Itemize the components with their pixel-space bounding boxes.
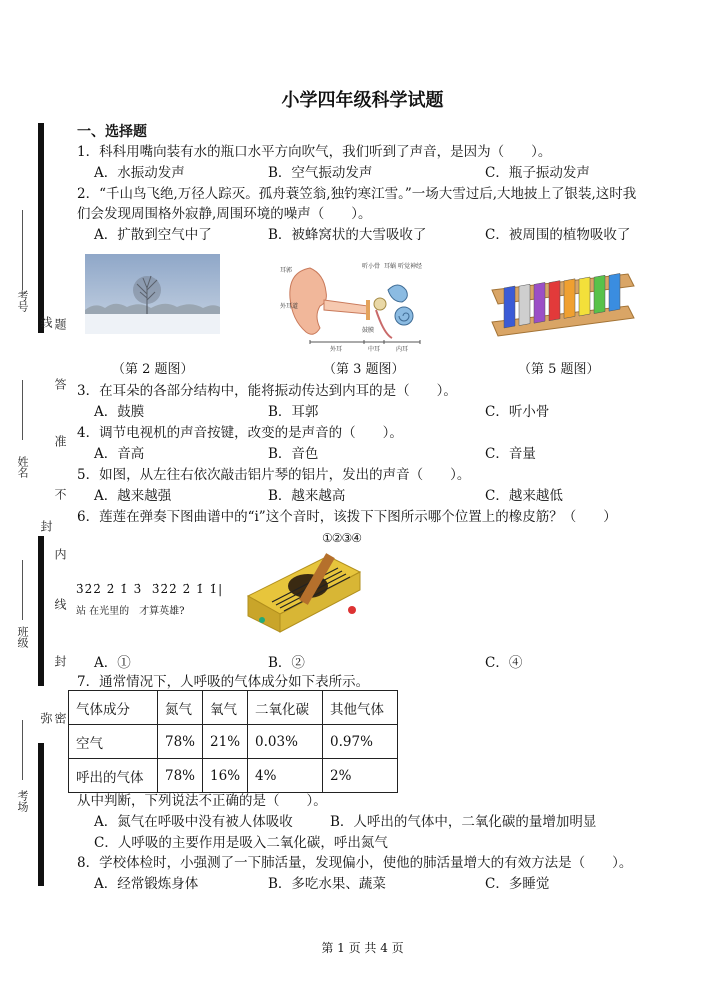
music-score-notes: 3̇2̇2̇ 2̇ 1̇ 3̇ 3̇2̇2̇ 2̇ 1̇ 1̇|	[76, 582, 224, 596]
question-5-option-c: C．越来越低	[485, 488, 563, 504]
table-cell: 78%	[158, 759, 203, 793]
question-7-stem: 7．通常情况下，人呼吸的气体成分如下表所示。	[77, 674, 370, 690]
question-2-option-b: B．被蜂窝状的大雪吸收了	[268, 227, 427, 243]
score-notes-group1: 3̇2̇2̇ 2̇ 1̇ 3̇	[76, 582, 143, 596]
ear-label-cochlea: 耳蜗	[384, 263, 397, 270]
question-4-option-a: A．音高	[94, 446, 145, 462]
xylophone-bar	[504, 286, 515, 328]
question-1-stem: 1．科科用嘴向装有水的瓶口水平方向吹气，我们听到了声音，是因为（ ）。	[77, 144, 552, 160]
ear-label-nerve: 听觉神经	[398, 263, 423, 270]
snow-scene-image	[85, 254, 220, 334]
question-1-option-b: B．空气振动发声	[268, 165, 373, 181]
seal-char: 密	[53, 712, 67, 724]
xylophone-bar	[579, 277, 590, 316]
question-5-stem: 5．如图，从左往右依次敲击铝片琴的铝片，发出的声音（ ）。	[77, 467, 471, 483]
question-2-stem-line1: 2．“千山鸟飞绝,万径人踪灭。孤舟蓑笠翁,独钓寒江雪。”一场大雪过后,大地披上了银装,这时我	[77, 186, 637, 202]
xylophone-bar	[609, 273, 620, 311]
binding-bar-bottom	[38, 743, 44, 886]
question-4-stem: 4．调节电视机的声音按键，改变的是声音的（ ）。	[77, 425, 403, 441]
music-score-lyrics: 站 在光里的 才算英雄?	[76, 606, 185, 617]
circled-number-4: ④	[351, 531, 362, 545]
question-5-option-a: A．越来越强	[94, 488, 172, 504]
xylophone-bar	[564, 279, 575, 319]
gas-composition-table	[68, 690, 398, 793]
margin-dash-line	[22, 380, 23, 440]
caption-q3: （第 3 题图）	[323, 362, 405, 377]
margin-dash-line	[22, 560, 23, 620]
score-notes-group2: 3̇2̇2̇ 2̇ 1̇ 1̇	[151, 582, 219, 596]
seal-char: 弥	[39, 712, 53, 724]
table-cell: 空气	[69, 725, 158, 759]
question-2-stem-line2: 们会发现周围格外寂静,周围环境的噪声（ ）。	[77, 206, 372, 222]
circled-number-1: ①	[322, 531, 332, 545]
table-cell: 呼出的气体	[69, 759, 158, 793]
question-8-option-a: A．经常锻炼身体	[94, 876, 199, 892]
table-cell: 4%	[248, 759, 323, 793]
table-cell: 78%	[158, 725, 203, 759]
question-7-option-a: A．氮气在呼吸中没有被人体吸收	[94, 814, 293, 830]
question-7-followup: 从中判断，下列说法不正确的是（ ）。	[77, 793, 327, 809]
question-1-option-c: C．瓶子振动发声	[485, 165, 590, 181]
xylophone-bar	[534, 282, 545, 323]
table-cell: 16%	[203, 759, 248, 793]
question-2-option-c: C．被周围的植物吸收了	[485, 227, 631, 243]
binding-bar-middle	[38, 536, 44, 686]
seal-char: 封	[39, 520, 53, 532]
margin-dash-line	[22, 210, 23, 290]
table-cell: 2%	[323, 759, 398, 793]
circled-number-labels	[322, 531, 361, 545]
table-row	[69, 759, 398, 793]
seal-char: 封	[53, 655, 67, 667]
ear-label-pinna: 耳郭	[280, 267, 293, 274]
xingming-label: 姓名	[16, 456, 29, 478]
xylophone-bar	[594, 275, 605, 313]
question-6-option-a: A．①	[94, 655, 131, 671]
question-3-option-c: C．听小骨	[485, 404, 550, 420]
circled-number-3: ③	[341, 531, 352, 545]
question-6-option-b: B．②	[268, 655, 305, 671]
section-heading: 一、选择题	[77, 124, 147, 140]
table-cell: 21%	[203, 725, 248, 759]
question-4-option-c: C．音量	[485, 446, 536, 462]
seal-char: 内	[53, 548, 67, 560]
question-5-option-b: B．越来越高	[268, 488, 346, 504]
question-8-option-b: B．多吃水果、蔬菜	[268, 876, 386, 892]
ear-label-canal: 外耳道	[280, 303, 299, 310]
table-cell: 0.97%	[323, 725, 398, 759]
margin-dash-line	[22, 720, 23, 780]
question-6-option-c: C．④	[485, 655, 523, 671]
table-cell: 0.03%	[248, 725, 323, 759]
table-header-cell: 气体成分	[69, 691, 158, 725]
ear-label-outer: 外耳	[330, 346, 343, 353]
xylophone-bar	[549, 281, 560, 321]
ear-label-ossicles: 听小骨	[362, 263, 381, 270]
xylophone-image	[488, 268, 636, 340]
xylophone-bar	[519, 284, 530, 325]
ear-diagram	[280, 258, 430, 354]
table-header-cell: 其他气体	[323, 691, 398, 725]
circled-number-2: ②	[331, 531, 342, 545]
seal-char: 准	[53, 435, 67, 447]
seal-char: 答	[53, 378, 67, 390]
question-3-option-a: A．鼓膜	[94, 404, 145, 420]
binding-bar-top	[38, 123, 44, 333]
question-8-stem: 8．学校体检时，小强测了一下肺活量，发现偏小，使他的肺活量增大的有效方法是（ ）。	[77, 855, 633, 871]
table-row	[69, 725, 398, 759]
kaohao-label: 考号	[16, 290, 29, 312]
question-3-stem: 3．在耳朵的各部分结构中，能将振动传达到内耳的是（ ）。	[77, 383, 457, 399]
question-1-option-a: A．水振动发声	[94, 165, 185, 181]
question-7-option-c: C．人呼吸的主要作用是吸入二氧化碳，呼出氮气	[94, 835, 388, 851]
question-7-option-b: B．人呼出的气体中，二氧化碳的量增加明显	[330, 814, 597, 830]
banji-label: 班级	[16, 626, 29, 648]
ear-label-drum: 鼓膜	[362, 327, 375, 334]
question-3-option-b: B．耳郭	[268, 404, 319, 420]
rubber-band-box-image	[242, 532, 372, 638]
table-header-cell: 氮气	[158, 691, 203, 725]
page-title: 小学四年级科学试题	[281, 90, 444, 111]
table-header-cell: 二氧化碳	[248, 691, 323, 725]
question-6-stem: 6．莲莲在弹奏下图曲谱中的“i”这个音时，该拨下下图所示哪个位置上的橡皮筋？（ ）	[77, 509, 617, 525]
table-header-row	[69, 691, 398, 725]
table-header-cell: 氧气	[203, 691, 248, 725]
ear-label-middle: 中耳	[368, 346, 381, 353]
question-8-option-c: C．多睡觉	[485, 876, 550, 892]
caption-q2: （第 2 题图）	[112, 362, 194, 377]
page-footer: 第 1 页 共 4 页	[321, 941, 404, 955]
seal-char: 不	[53, 488, 67, 500]
seal-char: 线	[39, 316, 53, 328]
question-4-option-b: B．音色	[268, 446, 319, 462]
ear-label-inner: 内耳	[396, 346, 409, 353]
question-2-option-a: A．扩散到空气中了	[94, 227, 212, 243]
seal-char: 题	[53, 318, 67, 330]
seal-char: 线	[53, 598, 67, 610]
kaochang-label: 考场	[16, 790, 29, 812]
caption-q5: （第 5 题图）	[518, 362, 600, 377]
